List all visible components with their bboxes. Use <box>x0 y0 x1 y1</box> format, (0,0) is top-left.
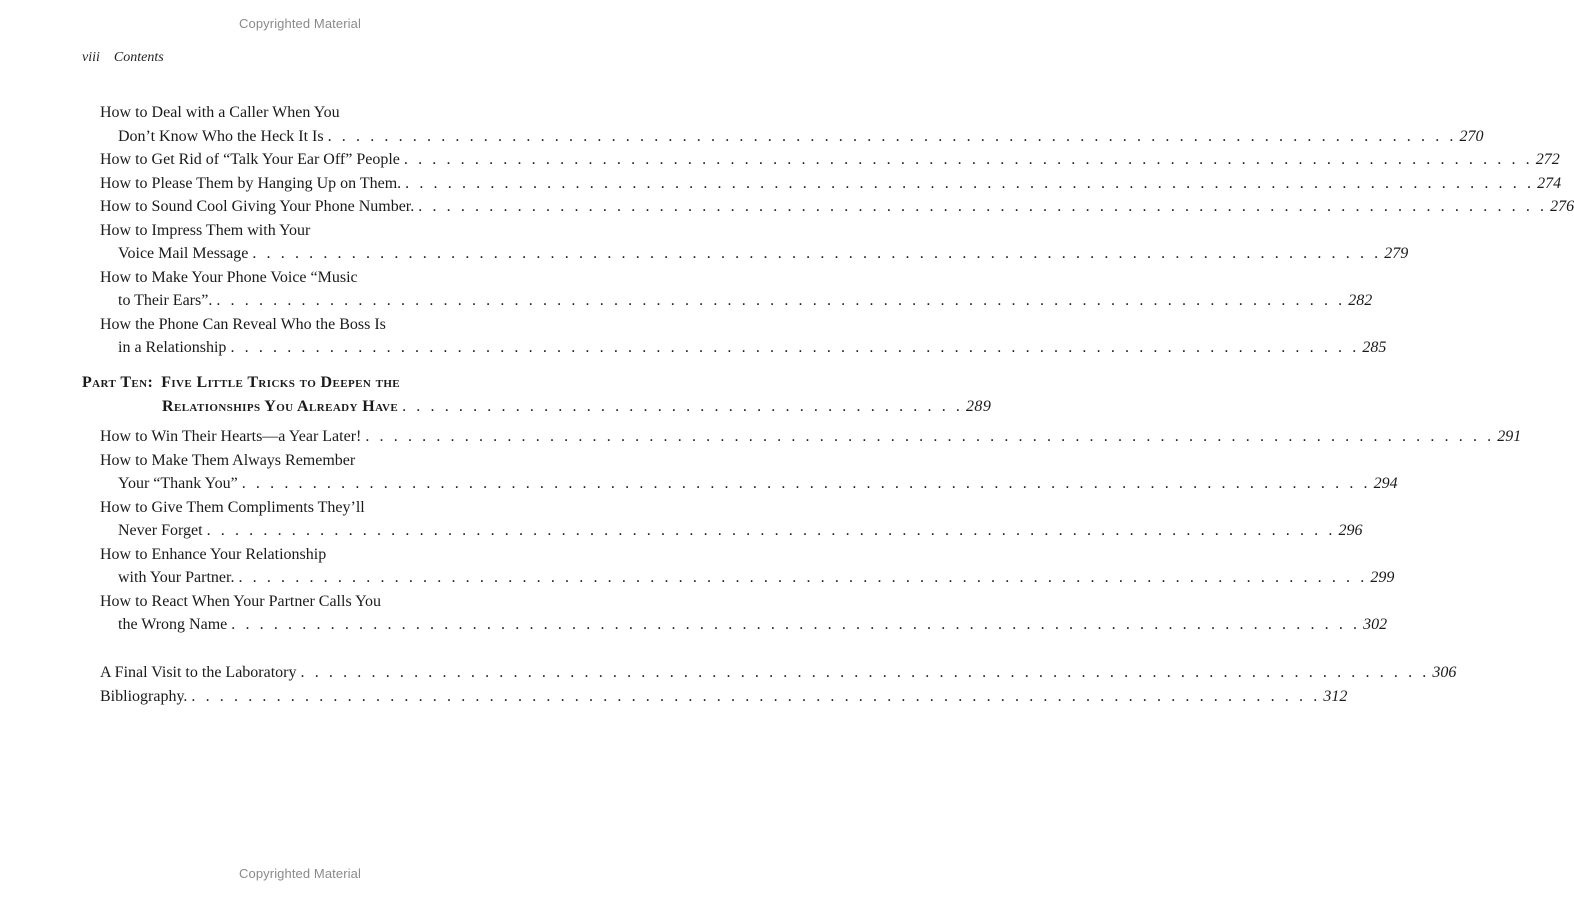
entry-title: How to React When Your Partner Calls You <box>100 592 382 610</box>
entry-title: in a Relationship <box>118 339 227 356</box>
page-ref: 302 <box>1363 616 1388 633</box>
entry-title: How the Phone Can Reveal Who the Boss Is <box>100 315 386 333</box>
entry-title: How to Make Them Always Remember <box>100 451 356 469</box>
leader-dots: . . . . . . . . . . . . . . . . . . . . . . . . . . . . . . . . . . . . . . . . . . . . . . . . . . . . . . . . . . . . . . . . . . . . . . . . . . . . . . . . <box>231 616 1361 633</box>
section-title: Contents <box>113 50 164 65</box>
entry-title: Your “Thank You” <box>118 475 238 492</box>
leader-dots: . . . . . . . . . . . . . . . . . . . . . . . . . . . . . . . . . . . . . . . . . . . . . . . . . . . . . . . . . . . . . . . . . . . . . . . . . . . . . . . . <box>405 174 1535 192</box>
toc-entry <box>100 149 1560 171</box>
toc-line <box>100 450 355 472</box>
toc-entry <box>118 473 1398 495</box>
entry-title: Voice Mail Message <box>118 245 249 262</box>
toc-line <box>100 220 310 242</box>
page-ref: 296 <box>1338 522 1363 539</box>
page-ref: 274 <box>1537 174 1562 192</box>
toc-line <box>100 267 358 289</box>
entry-title: How to Get Rid of “Talk Your Ear Off” People <box>100 151 400 168</box>
entry-title: How to Give Them Compliments They’ll <box>100 498 365 516</box>
toc-line <box>100 591 381 613</box>
leader-dots: . . . . . . . . . . . . . . . . . . . . . . . . . . . . . . . . . . . . . . . . <box>402 398 964 415</box>
leader-dots: . . . . . . . . . . . . . . . . . . . . . . . . . . . . . . . . . . . . . . . . . . . . . . . . . . . . . . . . . . . . . . . . . . . . . . . . . . . . . . . . <box>238 569 1368 586</box>
leader-dots: . . . . . . . . . . . . . . . . . . . . . . . . . . . . . . . . . . . . . . . . . . . . . . . . . . . . . . . . . . . . . . . . . . . . . . . . . . . . . . . . <box>230 339 1360 356</box>
page-ref: 276 <box>1550 198 1574 215</box>
entry-title: Bibliography. <box>100 687 188 705</box>
page-ref: 291 <box>1497 428 1522 445</box>
leader-dots: . . . . . . . . . . . . . . . . . . . . . . . . . . . . . . . . . . . . . . . . . . . . . . . . . . . . . . . . . . . . . . . . . . . . . . . . . . . . . . . . <box>300 664 1430 681</box>
toc-entry <box>100 686 1348 708</box>
leader-dots: . . . . . . . . . . . . . . . . . . . . . . . . . . . . . . . . . . . . . . . . . . . . . . . . . . . . . . . . . . . . . . . . . . . . . . . . . . . . . . . . <box>216 292 1346 309</box>
entry-title: How to Impress Them with Your <box>100 221 311 239</box>
watermark-top: Copyrighted Material <box>239 16 361 31</box>
entry-title: Never Forget <box>118 522 203 539</box>
toc-entry <box>100 173 1562 195</box>
entry-title: A Final Visit to the Laboratory <box>100 664 297 681</box>
page-ref: 279 <box>1384 245 1409 262</box>
toc-entry <box>118 520 1363 542</box>
entry-title: How to Make Your Phone Voice “Music <box>100 268 358 286</box>
page-number: viii <box>82 50 100 65</box>
toc-entry <box>118 126 1484 148</box>
entry-title: How to Please Them by Hanging Up on Them. <box>100 174 402 192</box>
page-ref: 282 <box>1348 292 1373 309</box>
entry-title: with Your Partner. <box>118 569 235 586</box>
leader-dots: . . . . . . . . . . . . . . . . . . . . . . . . . . . . . . . . . . . . . . . . . . . . . . . . . . . . . . . . . . . . . . . . . . . . . . . . . . . . . . . . <box>365 428 1495 445</box>
entry-title: How to Deal with a Caller When You <box>100 104 340 121</box>
toc-entry <box>118 243 1409 265</box>
entry-title: How to Enhance Your Relationship <box>100 545 327 563</box>
part-heading-line2 <box>162 396 992 418</box>
entry-title: to Their Ears”. <box>118 292 213 309</box>
leader-dots: . . . . . . . . . . . . . . . . . . . . . . . . . . . . . . . . . . . . . . . . . . . . . . . . . . . . . . . . . . . . . . . . . . . . . . . . . . . . . . . . <box>327 127 1457 145</box>
page-ref: 270 <box>1459 127 1484 145</box>
page-ref: 294 <box>1373 475 1398 492</box>
toc-entry <box>100 426 1522 448</box>
part-heading <box>82 372 400 394</box>
running-head <box>82 50 164 66</box>
leader-dots: . . . . . . . . . . . . . . . . . . . . . . . . . . . . . . . . . . . . . . . . . . . . . . . . . . . . . . . . . . . . . . . . . . . . . . . . . . . . . . . . <box>252 245 1382 262</box>
leader-dots: . . . . . . . . . . . . . . . . . . . . . . . . . . . . . . . . . . . . . . . . . . . . . . . . . . . . . . . . . . . . . . . . . . . . . . . . . . . . . . . . <box>206 522 1336 539</box>
toc-line <box>100 497 365 519</box>
leader-dots: . . . . . . . . . . . . . . . . . . . . . . . . . . . . . . . . . . . . . . . . . . . . . . . . . . . . . . . . . . . . . . . . . . . . . . . . . . . . . . . . <box>403 151 1533 168</box>
toc-line <box>100 102 340 124</box>
page-ref: 289 <box>966 398 992 415</box>
entry-title: How to Sound Cool Giving Your Phone Number. <box>100 198 415 215</box>
entry-title: the Wrong Name <box>118 616 228 633</box>
entry-title: Don’t Know Who the Heck It Is <box>118 127 324 145</box>
toc-entry <box>100 662 1457 684</box>
leader-dots: . . . . . . . . . . . . . . . . . . . . . . . . . . . . . . . . . . . . . . . . . . . . . . . . . . . . . . . . . . . . . . . . . . . . . . . . . . . . . . . . <box>191 687 1321 705</box>
toc-entry <box>118 337 1387 359</box>
toc-entry <box>118 290 1373 312</box>
toc-entry <box>100 196 1574 218</box>
toc-line <box>100 314 386 336</box>
part-title-line1: Five Little Tricks to Deepen the <box>161 374 401 391</box>
page-ref: 306 <box>1432 664 1457 681</box>
leader-dots: . . . . . . . . . . . . . . . . . . . . . . . . . . . . . . . . . . . . . . . . . . . . . . . . . . . . . . . . . . . . . . . . . . . . . . . . . . . . . . . . <box>418 198 1548 215</box>
entry-title: How to Win Their Hearts—a Year Later! <box>100 428 362 445</box>
watermark-bottom: Copyrighted Material <box>239 866 361 881</box>
part-title-line2: Relationships You Already Have <box>162 398 399 415</box>
leader-dots: . . . . . . . . . . . . . . . . . . . . . . . . . . . . . . . . . . . . . . . . . . . . . . . . . . . . . . . . . . . . . . . . . . . . . . . . . . . . . . . . <box>241 475 1371 492</box>
toc-entry <box>118 567 1395 589</box>
page-ref: 285 <box>1362 339 1387 356</box>
toc-entry <box>118 614 1388 636</box>
part-label: Part Ten: <box>82 374 154 391</box>
page-ref: 272 <box>1535 151 1560 168</box>
toc-line <box>100 544 326 566</box>
page-ref: 312 <box>1323 687 1348 705</box>
page-ref: 299 <box>1370 569 1395 586</box>
